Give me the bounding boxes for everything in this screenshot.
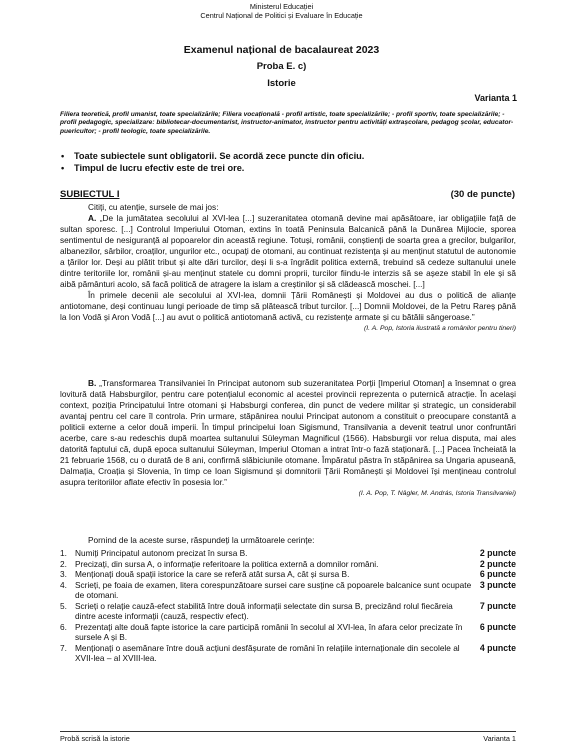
subject-title: SUBIECTUL I — [60, 189, 120, 200]
footer-left: Probă scrisă la istorie — [60, 734, 130, 743]
question-points: 3 puncte — [479, 579, 516, 590]
source-b-label: B. — [88, 378, 97, 388]
question-number: 5. — [60, 600, 67, 611]
source-a-block — [60, 202, 516, 334]
exam-proba: Proba E. c) — [256, 61, 307, 72]
source-a-citation: (I. A. Pop, Istoria ilustrată a românilor pentru tineri) — [364, 325, 516, 332]
variant-label: Varianta 1 — [474, 93, 517, 103]
question-text: Menționați o asemănare între două acțiuni desfășurate de români în relațiile internaționale din secolele al XVII-lea – al XVIII-lea. — [75, 642, 460, 663]
question-points: 2 puncte — [479, 558, 516, 569]
question-item — [60, 601, 516, 622]
requirements-intro: Pornind de la aceste surse, răspundeți la următoarele cerințe: — [88, 535, 315, 545]
question-number: 1. — [60, 548, 67, 558]
question-text: Prezentați alte două fapte istorice la care participă românii în secolul al XVI-lea, în afara celor precizate în sursele A și B. — [75, 621, 463, 642]
source-a-text2: În primele decenii ale secolului al XVI-lea, domnii Țării Românești și Moldovei au dus o politică de alianțe antiotomane, deși continuau lungi perioade de timp să plătească tribut turcilor. [...] Domnii Moldovei, de la Petru Rareș până la Ion Vodă și Aron Vodă [...] au avut o politică antiotomană activă, cu rezistențe armate și cu bătălii sângeroase.” — [60, 290, 516, 322]
exam-subject: Istorie — [267, 78, 296, 89]
question-item — [60, 548, 516, 559]
question-text: Scrieți o relație cauză-efect stabilită între două informații selectate din sursa B, precizând rolul fiecăreia dintre aceste informații (cauză, respectiv efect). — [75, 600, 453, 621]
question-points: 4 puncte — [479, 642, 516, 653]
question-number: 7. — [60, 642, 67, 653]
source-b-para — [60, 378, 516, 488]
source-a-para2 — [60, 290, 516, 323]
footer-divider — [60, 731, 516, 732]
source-b-text: „Transformarea Transilvaniei în Principat autonom sub suzeranitatea Porții [Imperiul Otoman] a însemnat o grea lovitură dată Habsburgilor, pentru care potențialul economic al acestei provincii reprezenta o puternică atracție. În același context, poziția Principatului între otomani și Habsburgi conferea, din punct de vedere militar și strategic, un considerabil avantaj pentru cel care îl controla. Prin urmare, stăpânirea noului Principat autonom a constituit o preocupare constantă a politicii externe a celor două imperii. În timpul principelui Ioan Sigismund, Transilvania a devenit teatrul unor confruntări acerbe, care s-au redeschis după moartea sultanului Süleyman Magnificul (1566). Habsburgii vor relua disputa, mai ales datorită faptului că, după epoca sultanului Süleyman, Imperiul Otoman a intrat într-o fază staționară. [...] Pacea încheiată la 21 februarie 1568, cu o durată de 8 ani, confirmă slăbiciunile otomane. Împăratul păstra în stăpânirea sa Ungaria apuseană, Dalmația, Croația și Slovenia, în timp ce Ioan Sigismund și domnitorii Țării Românești și Moldovei își mențineau controlul asupra teritoriilor aflate efectiv în posesia lor.” — [60, 378, 516, 487]
question-points: 6 puncte — [479, 621, 516, 632]
question-text: Menționați două spații istorice la care se referă atât sursa A, cât și sursa B. — [75, 569, 350, 579]
question-number: 3. — [60, 569, 67, 579]
question-text: Scrieți, pe foaia de examen, litera corespunzătoare sursei care susține că popoarele balcanice sunt ocupate de otomani. — [75, 579, 472, 600]
footer-right: Varianta 1 — [483, 734, 516, 743]
question-number: 2. — [60, 558, 67, 569]
question-number: 6. — [60, 621, 67, 632]
filiera-description: Filiera teoretică, profil umanist, toate specializările; Filiera vocațională - profil artistic, toate specializările; - profil sportiv, toate specializările; - profil pedagogic, specializare: bibliotecar-documentarist, instructor-animator, instructor pentru activități extrașcolare, pedagog școlar, educator-puericultor; - profil teologic, toate specializările. — [60, 111, 514, 135]
questions-list — [60, 548, 516, 664]
instruction-text: Citiți, cu atenție, sursele de mai jos: — [88, 202, 219, 212]
question-text: Precizați, din sursa A, o informație referitoare la politica externă a domnilor români. — [75, 558, 379, 569]
question-item — [60, 559, 516, 570]
question-item — [60, 643, 516, 664]
question-text: Numiți Principatul autonom precizat în sursa B. — [75, 548, 248, 558]
exam-rules — [60, 150, 520, 174]
question-number: 4. — [60, 579, 67, 590]
exam-title: Examenul național de bacalaureat 2023 — [183, 44, 380, 56]
source-b-citation: (I. A. Pop, T. Nägler, M. András, Istoria Transilvaniei) — [358, 490, 516, 497]
question-item — [60, 622, 516, 643]
question-points: 7 puncte — [479, 600, 516, 611]
question-item — [60, 580, 516, 601]
rule-item: • Toate subiectele sunt obligatorii. Se acordă zece puncte din oficiu. — [60, 150, 520, 162]
question-item — [60, 569, 516, 580]
source-b-block — [60, 378, 516, 499]
center-header: Centrul Național de Politici și Evaluare în Educație — [200, 11, 363, 20]
rule-item: • Timpul de lucru efectiv este de trei ore. — [60, 162, 520, 174]
question-points: 2 puncte — [479, 548, 516, 558]
source-a-text1: „De la jumătatea secolului al XVI-lea [...] suzeranitatea otomană devine mai apăsătoare, iar obligațiile față de sultan sporesc. [...] Controlul Imperiului Otoman, extins în toată Peninsula Balcanică până la Dunărea Mijlocie, sporea sentimentul de nesiguranță al popoarelor din această regiune. Totuși, românii, conștienți de soarta grea a grecilor, bulgarilor, albanezilor, sârbilor, croaților, ungurilor etc., ocupați de otomani, au continuat rezistența și au menținut statutul de autonomie a țărilor lor. Deși au plătit tribut și alte dări turcilor, deși li s-a îngrădit politica externă, trebuind să cedeze sultanului unele dintre teritoriile lor, românii și-au menținut statele cu domni proprii, turcilor fiindu-le interzis să se așeze stabil în ele și să aibă pământuri acolo, să facă politică de atragere la islam a creștinilor și să clădească moschei. [...] — [60, 213, 516, 289]
ministry-header: Ministerul Educației — [249, 2, 314, 11]
source-a-label: A. — [88, 213, 97, 223]
subject-points: (30 de puncte) — [450, 189, 515, 200]
subject-heading — [60, 189, 515, 200]
source-a-para1 — [60, 213, 516, 290]
question-points: 6 puncte — [479, 569, 516, 579]
